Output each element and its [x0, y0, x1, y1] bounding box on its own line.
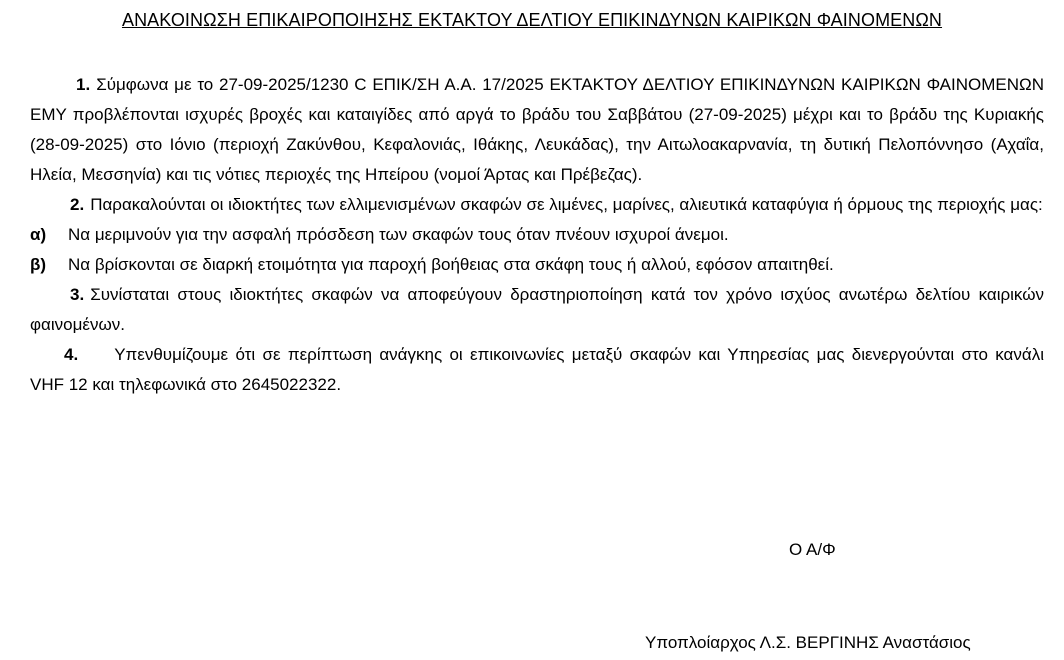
sub-item-b [30, 250, 1044, 280]
paragraph-4-text: Υπενθυμίζουμε ότι σε περίπτωση ανάγκης οι επικοινωνίες μεταξύ σκαφών και Υπηρεσίας μας διενεργούνται στο κανάλι VHF 12 και τηλεφωνικά στο 2645022322. [30, 345, 1044, 394]
paragraph-2-text: Παρακαλούνται οι ιδιοκτήτες των ελλιμενισμένων σκαφών σε λιμένες, μαρίνες, αλιευτικά καταφύγια ή όρμους της περιοχής μας: [90, 195, 1043, 214]
document-body [30, 70, 1044, 400]
paragraph-2-number: 2. [70, 195, 85, 214]
signature-name: Υποπλοίαρχος Λ.Σ. ΒΕΡΓΙΝΗΣ Αναστάσιος [645, 633, 971, 652]
paragraph-4 [30, 340, 1044, 400]
paragraph-1-text: Σύμφωνα με το 27-09-2025/1230 C ΕΠΙΚ/ΣΗ Α.Α. 17/2025 ΕΚΤΑΚΤΟΥ ΔΕΛΤΙΟΥ ΕΠΙΚΙΝΔΥΝΩΝ ΚΑΙΡΙΚΩΝ ΦΑΙΝΟΜΕΝΩΝ ΕΜΥ προβλέπονται ισχυρές βροχές και καταιγίδες από αργά το βράδυ του Σαββάτου (27-09-2025) μέχρι και το βράδυ της Κυριακής (28-09-2025) στο Ιόνιο (περιοχή Ζακύνθου, Κεφαλονιάς, Ιθάκης, Λευκάδας), την Αιτωλοακαρνανία, τη δυτική Πελοπόννησο (Αχαΐα, Ηλεία, Μεσσηνία) και τις νότιες περιοχές της Ηπείρου (νομοί Άρτας και Πρέβεζας). [30, 75, 1044, 184]
paragraph-4-number: 4. [64, 345, 79, 364]
paragraph-2 [30, 190, 1044, 220]
paragraph-1-number: 1. [76, 75, 91, 94]
paragraph-3-number: 3. [70, 285, 85, 304]
sub-item-a-text: Να μεριμνούν για την ασφαλή πρόσδεση των σκαφών τους όταν πνέουν ισχυροί άνεμοι. [68, 225, 729, 244]
sub-item-a [30, 220, 1044, 250]
paragraph-1 [30, 70, 1044, 190]
sub-item-b-mark: β) [30, 255, 47, 274]
document-title: ΑΝΑΚΟΙΝΩΣΗ ΕΠΙΚΑΙΡΟΠΟΙΗΣΗΣ ΕΚΤΑΚΤΟΥ ΔΕΛΤΙΟΥ ΕΠΙΚΙΝΔΥΝΩΝ ΚΑΙΡΙΚΩΝ ΦΑΙΝΟΜΕΝΩΝ [121, 10, 943, 30]
sub-item-b-text: Να βρίσκονται σε διαρκή ετοιμότητα για παροχή βοήθειας στα σκάφη τους ή αλλού, εφόσον απαιτηθεί. [68, 255, 834, 274]
signature-role: Ο Α/Φ [789, 540, 836, 559]
paragraph-3-text: Συνίσταται στους ιδιοκτήτες σκαφών να αποφεύγουν δραστηριοποίηση κατά τον χρόνο ισχύος ανωτέρω δελτίου καιρικών φαινομένων. [30, 285, 1044, 334]
sub-item-a-mark: α) [30, 225, 47, 244]
paragraph-3 [30, 280, 1044, 340]
